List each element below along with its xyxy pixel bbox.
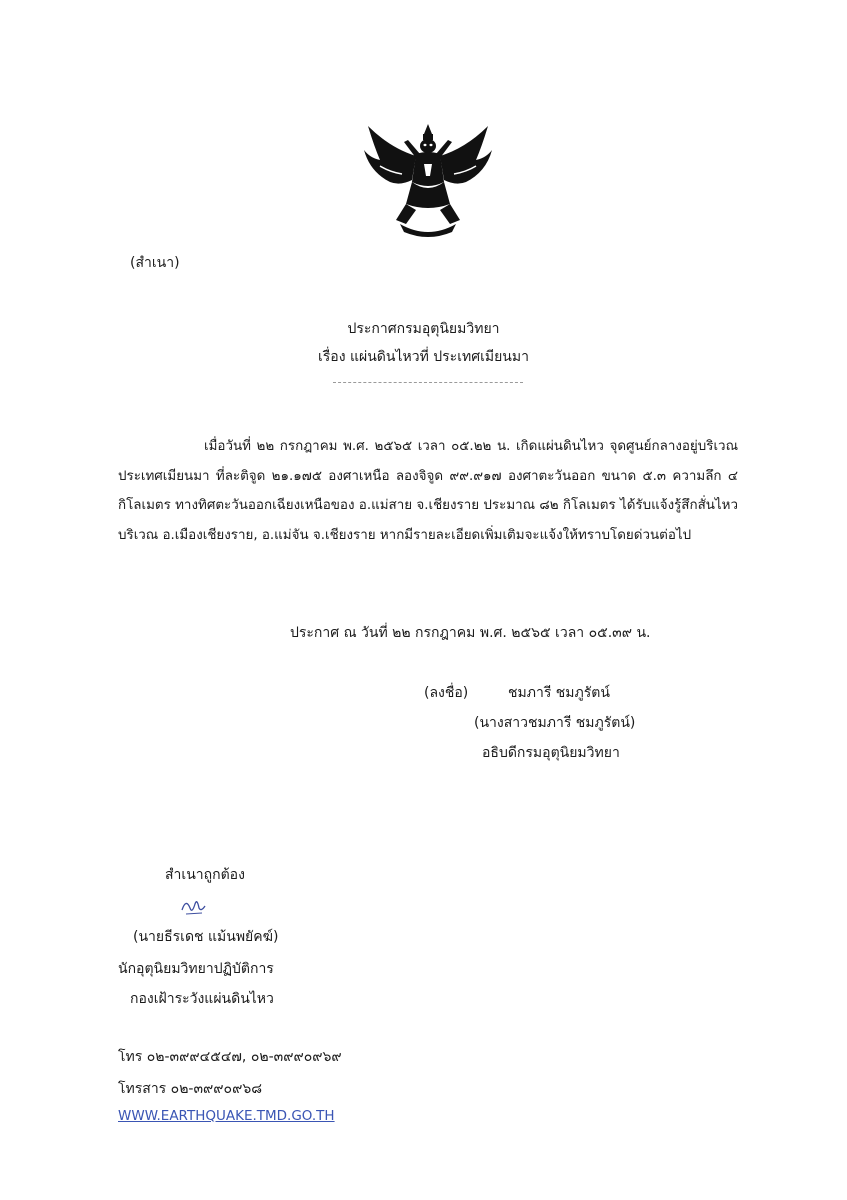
announcement-date-line: ประกาศ ณ วันที่ ๒๒ กรกฎาคม พ.ศ. ๒๕๖๕ เวลา ๐๕.๓๙ น.: [290, 625, 651, 641]
website-link[interactable]: WWW.EARTHQUAKE.TMD.GO.TH: [118, 1108, 335, 1124]
handwritten-signature: [178, 894, 208, 918]
document-title: ประกาศกรมอุตุนิยมวิทยา: [347, 321, 500, 337]
telephone-numbers: โทร ๐๒-๓๙๙๔๕๔๗, ๐๒-๓๙๙๐๙๖๙: [118, 1049, 342, 1065]
signature-name: ชมภารี ชมภูรัตน์: [508, 685, 610, 701]
announcement-body: เมื่อวันที่ ๒๒ กรกฎาคม พ.ศ. ๒๕๖๕ เวลา ๐๕.๒๒ น. เกิดแผ่นดินไหว จุดศูนย์กลางอยู่บริเวณ ประเทศเมียนมา ที่ละติจูด ๒๑.๑๗๕ องศาเหนือ ลองจิจูด ๙๙.๙๑๗ องศาตะวันออก ขนาด ๕.๓ ความลึก ๔ กิโลเมตร ทางทิศตะวันออกเฉียงเหนือของ อ.แม่สาย จ.เชียงราย ประมาณ ๘๒ กิโลเมตร ได้รับแจ้งรู้สึกสั่นไหวบริเวณ อ.เมืองเชียงราย, อ.แม่จัน จ.เชียงราย หากมีรายละเอียดเพิ่มเติมจะแจ้งให้ทราบโดยด่วนต่อไป: [118, 439, 738, 543]
signature-prefix: (ลงชื่อ): [424, 685, 469, 701]
garuda-emblem-icon: [360, 120, 496, 240]
certifier-division: กองเฝ้าระวังแผ่นดินไหว: [130, 991, 274, 1007]
document-subject: เรื่อง แผ่นดินไหวที่ ประเทศเมียนมา: [318, 349, 529, 365]
certifier-name: (นายธีรเดช แม้นพยัคฆ์): [133, 929, 279, 945]
certifier-position: นักอุตุนิยมวิทยาปฏิบัติการ: [118, 961, 274, 977]
signatory-title: อธิบดีกรมอุตุนิยมวิทยา: [482, 745, 620, 761]
certified-copy-label: สำเนาถูกต้อง: [165, 867, 245, 883]
fax-number: โทรสาร ๐๒-๓๙๙๐๙๖๘: [118, 1081, 263, 1097]
copy-mark: (สำเนา): [130, 255, 180, 271]
title-divider: [333, 382, 523, 383]
signatory-full-name: (นางสาวชมภารี ชมภูรัตน์): [474, 715, 636, 731]
